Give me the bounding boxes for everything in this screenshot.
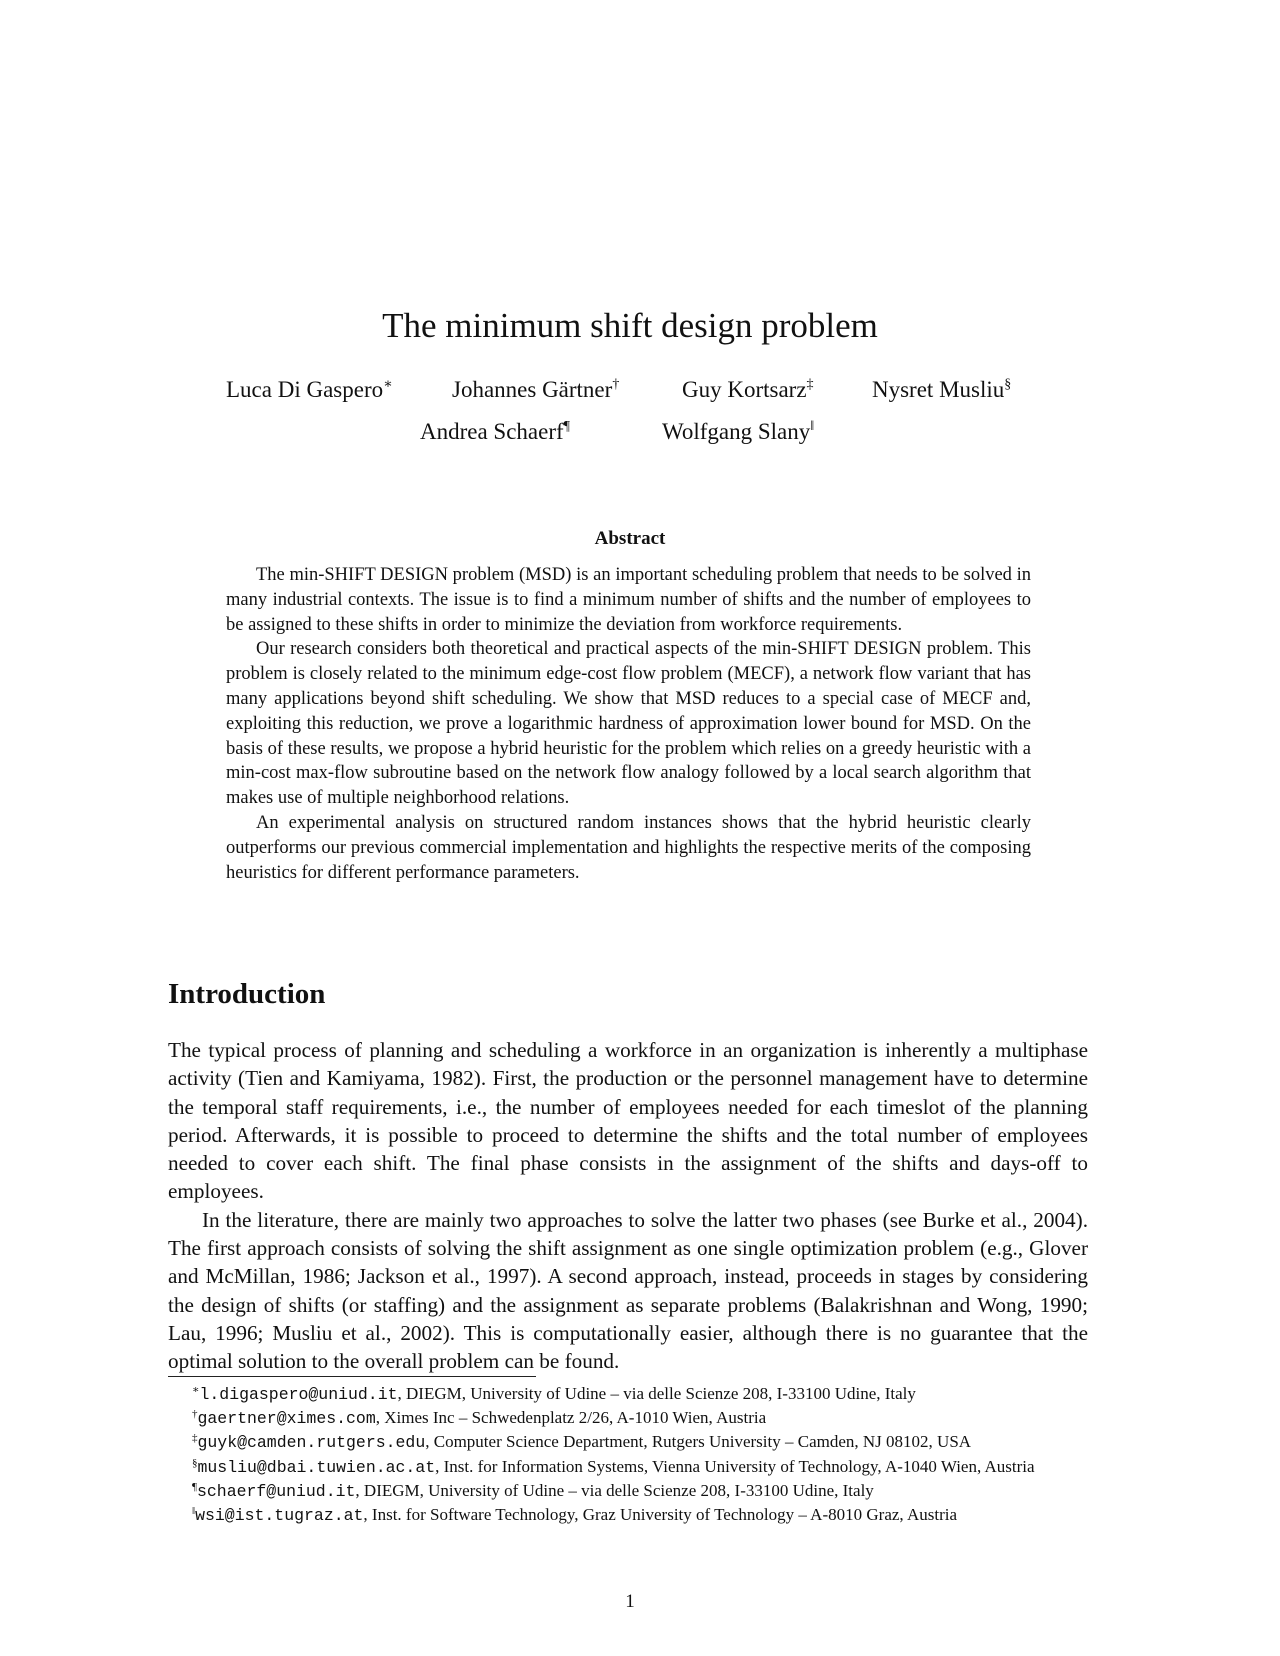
footnote bbox=[168, 1503, 1088, 1527]
author-name: Wolfgang Slany bbox=[662, 419, 811, 444]
footnote-affiliation: , Computer Science Department, Rutgers University – Camden, NJ 08102, USA bbox=[425, 1432, 972, 1452]
abstract-body bbox=[226, 563, 1031, 885]
author-footnote-mark[interactable]: ‡ bbox=[806, 377, 814, 392]
footnote-email-link[interactable]: musliu@dbai.tuwien.ac.at bbox=[197, 1457, 436, 1477]
author-5 bbox=[420, 418, 570, 446]
footnote-mark: ¶ bbox=[192, 1480, 197, 1493]
page-number: 1 bbox=[625, 1591, 635, 1612]
footnote-affiliation: , DIEGM, University of Udine – via delle Scienze 208, I-33100 Udine, Italy bbox=[397, 1384, 916, 1403]
author-2 bbox=[452, 376, 619, 404]
footnote-mark: § bbox=[192, 1456, 198, 1469]
abstract-paragraph: An experimental analysis on structured random instances shows that the hybrid heuristic clearly outperforms our previous commercial implementation and highlights the respective merits of the composing heuristics for different performance parameters. bbox=[226, 812, 1031, 883]
intro-paragraph: The typical process of planning and scheduling a workforce in an organization is inherently a multiphase activity (Tien and Kamiyama, 1982). First, the production or the personnel management have to determine the temporal staff requirements, i.e., the number of employees needed for each timeslot of the planning period. Afterwards, it is possible to proceed to determine the shifts and the total number of employees needed to cover each shift. The final phase consists in the assignment of the shifts and days-off to employees. bbox=[168, 1038, 1088, 1204]
footnote-email-link[interactable]: gaertner@ximes.com bbox=[197, 1409, 376, 1429]
footnote-mark: ‡ bbox=[192, 1432, 198, 1445]
footnote-affiliation: , DIEGM, University of Udine – via delle Scienze 208, I-33100 Udine, Italy bbox=[355, 1480, 874, 1500]
section-heading-introduction: Introduction bbox=[168, 978, 326, 1010]
introduction-body bbox=[168, 1036, 1088, 1376]
footnote-rule bbox=[168, 1376, 536, 1377]
paper-title: The minimum shift design problem bbox=[382, 306, 878, 345]
author-footnote-mark[interactable]: † bbox=[612, 377, 620, 392]
footnote-email-link[interactable]: wsi@ist.tugraz.at bbox=[195, 1506, 364, 1526]
author-4 bbox=[872, 376, 1011, 404]
abstract-paragraph: The min-SHIFT DESIGN problem (MSD) is an important scheduling problem that needs to be solved in many industrial contexts. The issue is to find a minimum number of shifts and the number of employees to be assigned to these shifts in order to minimize the deviation from workforce requirements. bbox=[226, 565, 1031, 635]
footnote bbox=[168, 1479, 1088, 1503]
footnote-email-link[interactable]: l.digaspero@uniud.it bbox=[199, 1385, 398, 1404]
author-name: Andrea Schaerf bbox=[420, 419, 564, 444]
footnotes bbox=[168, 1382, 1088, 1527]
footnote-affiliation: , Inst. for Software Technology, Graz University of Technology – A-8010 Graz, Austria bbox=[363, 1505, 958, 1525]
author-footnote-mark[interactable]: § bbox=[1004, 377, 1012, 392]
footnote-mark: † bbox=[192, 1408, 198, 1421]
abstract-heading: Abstract bbox=[594, 528, 666, 549]
abstract-paragraph: Our research considers both theoretical and practical aspects of the min-SHIFT DESIGN problem. This problem is closely related to the minimum edge-cost flow problem (MECF), a network flow variant that has many applications beyond shift scheduling. We show that MSD reduces to a special case of MECF and, exploiting this reduction, we prove a logarithmic hardness of approximation lower bound for MSD. On the basis of these results, we propose a hybrid heuristic for the problem which relies on a greedy heuristic with a min-cost max-flow subroutine based on the network flow analogy followed by a local search algorithm that makes use of multiple neighborhood relations. bbox=[226, 639, 1031, 809]
footnote-email-link[interactable]: guyk@camden.rutgers.edu bbox=[197, 1433, 426, 1453]
author-3 bbox=[682, 376, 814, 404]
author-6 bbox=[662, 418, 814, 446]
footnote bbox=[168, 1406, 1088, 1430]
footnote bbox=[168, 1455, 1088, 1479]
footnote bbox=[168, 1430, 1088, 1454]
footnote-affiliation: , Ximes Inc – Schwedenplatz 2/26, A-1010 Wien, Austria bbox=[375, 1408, 767, 1428]
footnote bbox=[168, 1382, 1088, 1406]
intro-paragraph: In the literature, there are mainly two approaches to solve the latter two phases (see Burke et al., 2004). The first approach consists of solving the shift assignment as one single optimization problem (e.g., Glover and McMillan, 1986; Jackson et al., 1997). A second approach, instead, proceeds in stages by considering the design of shifts (or staffing) and the assignment as separate problems (Balakrishnan and Wong, 1990; Lau, 1996; Musliu et al., 2002). This is computationally easier, although there is no guarantee that the optimal solution to the overall problem can be found. bbox=[168, 1207, 1088, 1374]
author-footnote-mark[interactable]: ∗ bbox=[383, 377, 393, 392]
author-name: Guy Kortsarz bbox=[682, 377, 807, 402]
footnote-email-link[interactable]: schaerf@uniud.it bbox=[196, 1481, 356, 1501]
author-1 bbox=[226, 376, 393, 404]
footnote-mark: ‖ bbox=[192, 1505, 196, 1518]
author-footnote-mark[interactable]: ¶ bbox=[563, 419, 571, 434]
author-footnote-mark[interactable]: ‖ bbox=[810, 419, 815, 434]
author-name: Luca Di Gaspero bbox=[226, 377, 384, 402]
author-name: Johannes Gärtner bbox=[452, 377, 613, 402]
footnote-mark: ∗ bbox=[192, 1384, 200, 1396]
author-name: Nysret Musliu bbox=[872, 377, 1005, 402]
footnote-affiliation: , Inst. for Information Systems, Vienna University of Technology, A-1040 Wien, Austria bbox=[435, 1456, 1035, 1476]
